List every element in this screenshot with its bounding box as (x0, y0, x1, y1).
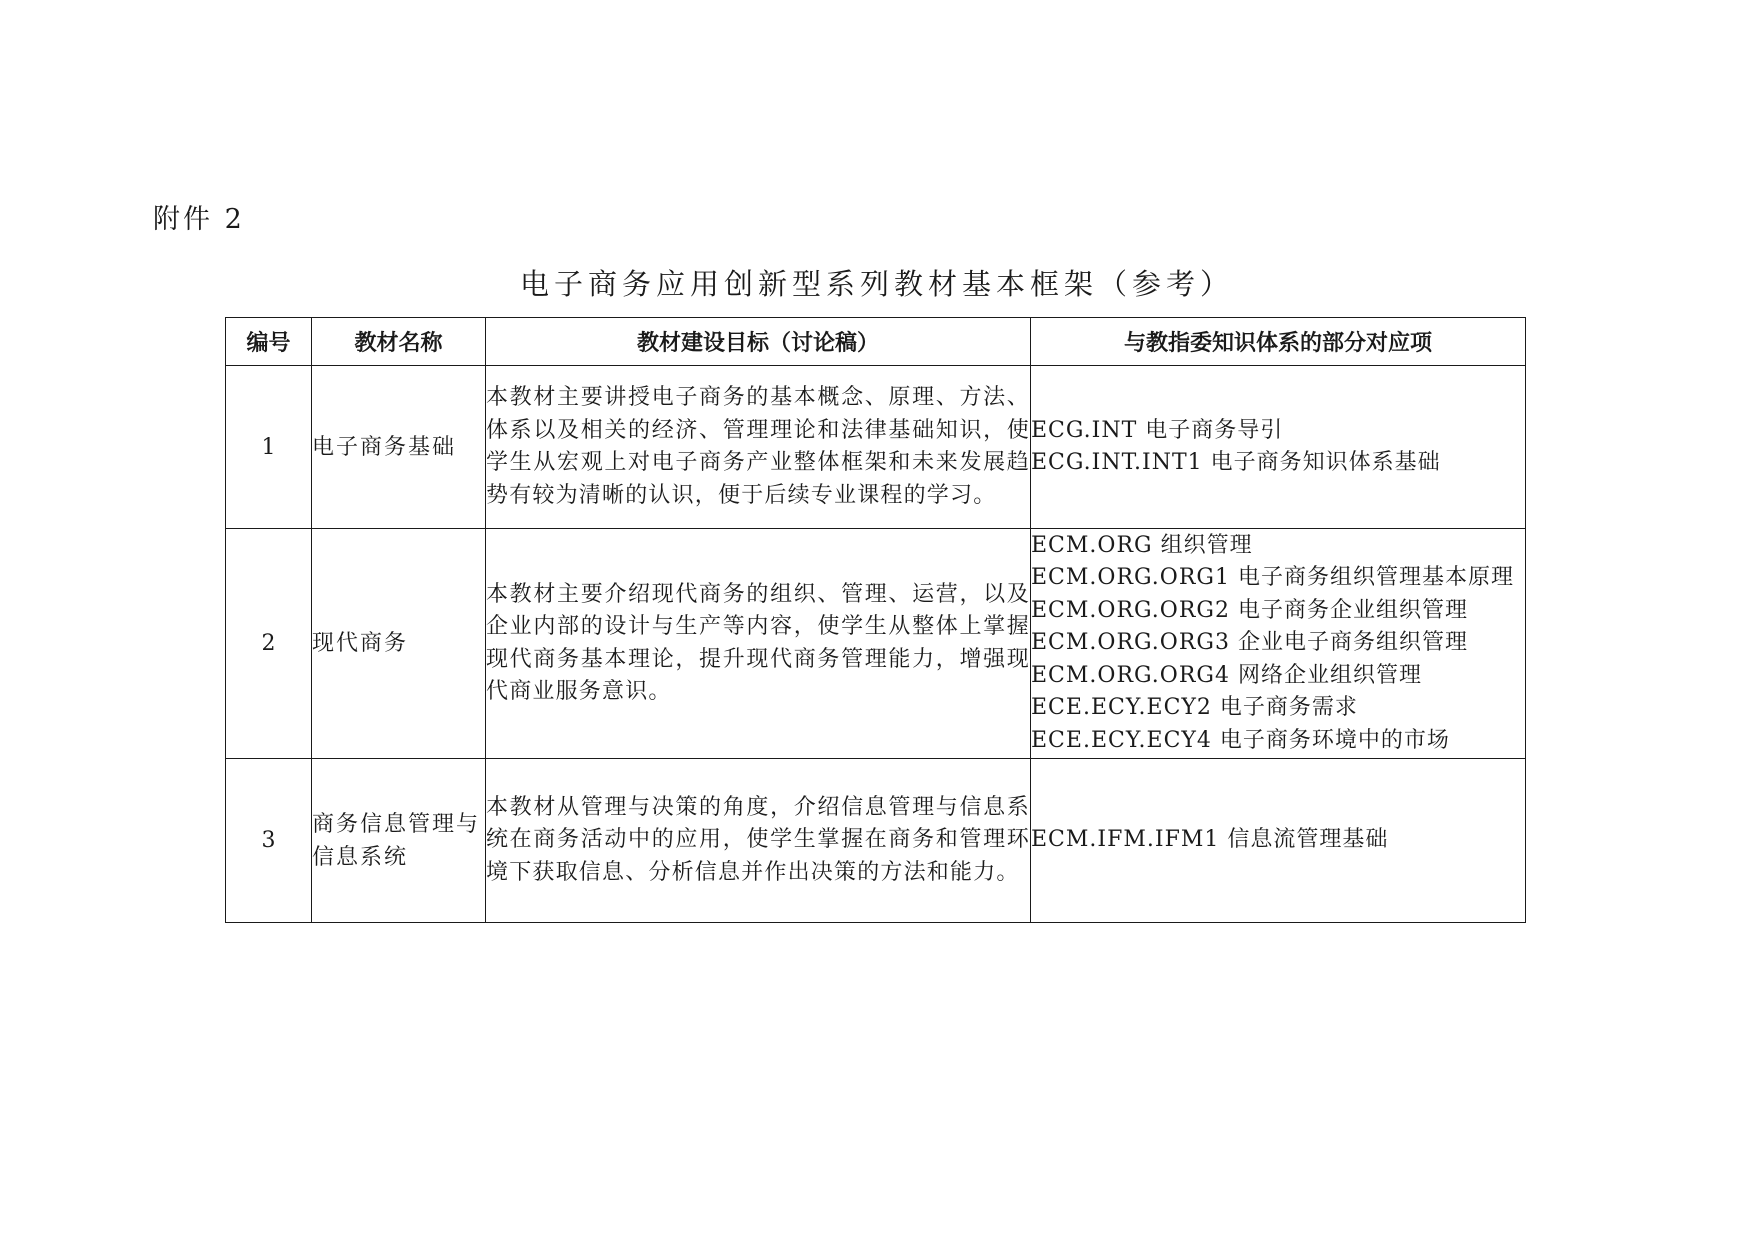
table-row (226, 366, 1526, 529)
header-number: 编号 (226, 318, 312, 366)
row-number: 3 (226, 759, 312, 923)
knowledge-items (1031, 759, 1526, 923)
header-textbook-name: 教材名称 (312, 318, 486, 366)
construction-goal: 本教材主要讲授电子商务的基本概念、原理、方法、体系以及相关的经济、管理理论和法律基础知识，使学生从宏观上对电子商务产业整体框架和未来发展趋势有较为清晰的认识，便于后续专业课程的学习。 (486, 366, 1031, 529)
knowledge-item: ECE.ECY.ECY4 电子商务环境中的市场 (1031, 727, 1450, 753)
textbook-name: 商务信息管理与信息系统 (312, 759, 486, 923)
header-construction-goal: 教材建设目标（讨论稿） (486, 318, 1031, 366)
attachment-label: 附件 2 (153, 204, 245, 235)
table-row (226, 529, 1526, 759)
knowledge-items (1031, 529, 1526, 759)
framework-table (225, 317, 1526, 923)
row-number: 1 (226, 366, 312, 529)
textbook-name: 现代商务 (312, 529, 486, 759)
knowledge-item: ECG.INT 电子商务导引 (1031, 417, 1284, 443)
knowledge-item: ECE.ECY.ECY2 电子商务需求 (1031, 695, 1358, 721)
knowledge-item: ECM.ORG 组织管理 (1031, 532, 1253, 558)
knowledge-item: ECM.ORG.ORG4 网络企业组织管理 (1031, 662, 1422, 688)
table-row (226, 759, 1526, 923)
knowledge-item: ECG.INT.INT1 电子商务知识体系基础 (1031, 450, 1441, 475)
knowledge-item: ECM.ORG.ORG1 电子商务组织管理基本原理 (1031, 565, 1514, 591)
document-title: 电子商务应用创新型系列教材基本框架（参考） (519, 267, 1234, 301)
knowledge-item: ECM.IFM.IFM1 信息流管理基础 (1031, 827, 1389, 853)
construction-goal: 本教材从管理与决策的角度，介绍信息管理与信息系统在商务活动中的应用，使学生掌握在商务和管理环境下获取信息、分析信息并作出决策的方法和能力。 (486, 759, 1031, 923)
knowledge-item: ECM.ORG.ORG3 企业电子商务组织管理 (1031, 630, 1468, 656)
textbook-name: 电子商务基础 (312, 366, 486, 529)
header-knowledge-items: 与教指委知识体系的部分对应项 (1031, 318, 1526, 366)
construction-goal: 本教材主要介绍现代商务的组织、管理、运营，以及企业内部的设计与生产等内容，使学生从整体上掌握现代商务基本理论，提升现代商务管理能力，增强现代商业服务意识。 (486, 529, 1031, 759)
row-number: 2 (226, 529, 312, 759)
knowledge-items (1031, 366, 1526, 529)
knowledge-item: ECM.ORG.ORG2 电子商务企业组织管理 (1031, 597, 1468, 623)
table-header-row (226, 318, 1526, 366)
